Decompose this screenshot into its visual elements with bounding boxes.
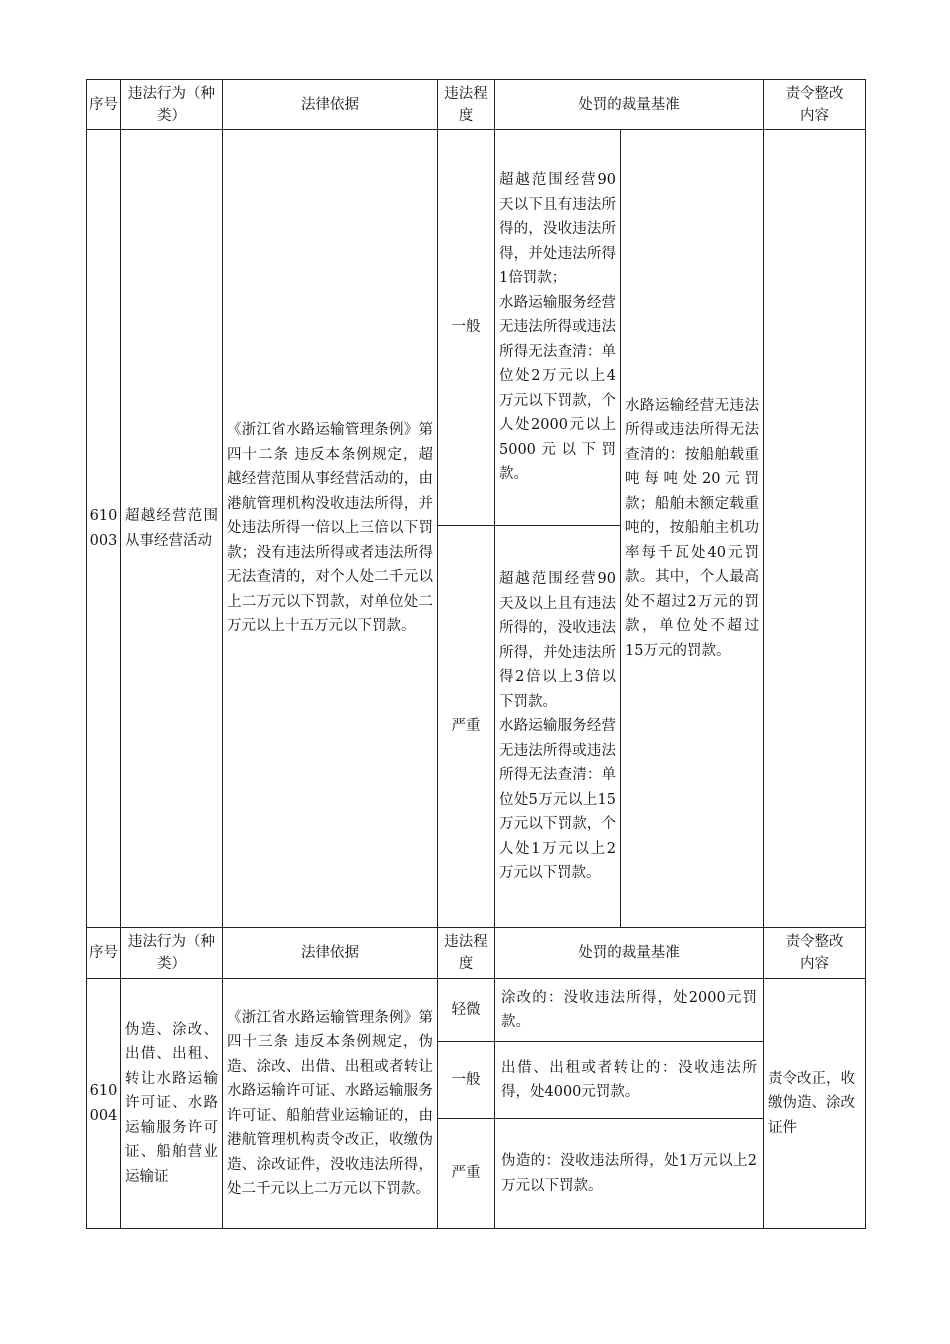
row2-serious-standard: 伪造的：没收违法所得，处1万元以上2万元以下罚款。	[495, 1119, 764, 1229]
row1-general-text1: 超越范围经营90天以下且有违法所得的，没收违法所得，并处违法所得1倍罚款；	[499, 172, 616, 287]
row1-serious-text2: 水路运输服务经营无违法所得或违法所得无法查清：单位处5万元以上15万元以下罚款，个人处1万元以上2万元以下罚款。	[499, 718, 616, 882]
header2-degree: 违法程度	[438, 928, 495, 979]
header-degree: 违法程度	[438, 80, 495, 130]
row1-law: 《浙江省水路运输管理条例》第四十二条 违反本条例规定，超越经营范围从事经营活动的，由港航管理机构没收违法所得，并处违法所得一倍以上三倍以下罚款；没有违法所得或者违法所得无法查清的，对个人处二千元以上二万元以下罚款，对单位处二万元以上十五万元以下罚款。	[223, 130, 438, 928]
row2-seq: 610004	[87, 979, 121, 1229]
row1-degree-general: 一般	[438, 130, 495, 526]
header2-seq: 序号	[87, 928, 121, 979]
row1-act: 超越经营范围从事经营活动	[121, 130, 223, 928]
penalty-table-1	[86, 79, 866, 928]
header-act: 违法行为（种类）	[121, 80, 223, 130]
row1-shared-standard: 水路运输经营无违法所得或违法所得无法查清的：按船舶载重吨每吨处20元罚款；船舶未额定载重吨的，按船舶主机功率每千瓦处40元罚款。其中，个人最高处不超过2万元的罚款，单位处不超过15万元的罚款。	[621, 130, 764, 928]
header-standard: 处罚的裁量基准	[495, 80, 764, 130]
row1-degree-serious: 严重	[438, 526, 495, 928]
row1-serious-standard	[495, 526, 621, 928]
row2-general-standard: 出借、出租或者转让的：没收违法所得，处4000元罚款。	[495, 1042, 764, 1119]
row2-minor-standard: 涂改的：没收违法所得，处2000元罚款。	[495, 979, 764, 1042]
header-order: 责令整改内容	[764, 80, 866, 130]
row2-degree-general: 一般	[438, 1042, 495, 1119]
row1-general-text2: 水路运输服务经营无违法所得或违法所得无法查清：单位处2万元以上4万元以下罚款，个人处2000元以上5000元以下罚款。	[499, 294, 616, 483]
row1-serious-text1: 超越范围经营90天及以上且有违法所得的，没收违法所得，并处违法所得2倍以上3倍以下罚款。	[499, 571, 616, 710]
header2-order: 责令整改内容	[764, 928, 866, 979]
row2-degree-serious: 严重	[438, 1119, 495, 1229]
header-law: 法律依据	[223, 80, 438, 130]
row1-order	[764, 130, 866, 928]
row1-general-standard	[495, 130, 621, 526]
header2-act: 违法行为（种类）	[121, 928, 223, 979]
row2-act: 伪造、涂改、出借、出租、转让水路运输许可证、水路运输服务许可证、船舶营业运输证	[121, 979, 223, 1229]
header2-standard: 处罚的裁量基准	[495, 928, 764, 979]
penalty-table-2	[86, 927, 866, 1229]
header2-law: 法律依据	[223, 928, 438, 979]
header-seq: 序号	[87, 80, 121, 130]
row2-order: 责令改正，收缴伪造、涂改证件	[764, 979, 866, 1229]
row2-law: 《浙江省水路运输管理条例》第四十三条 违反本条例规定，伪造、涂改、出借、出租或者转让水路运输许可证、水路运输服务许可证、船舶营业运输证的，由港航管理机构责令改正，收缴伪造、涂改证件，没收违法所得，处二千元以上二万元以下罚款。	[223, 979, 438, 1229]
row1-seq: 610003	[87, 130, 121, 928]
row2-degree-minor: 轻微	[438, 979, 495, 1042]
